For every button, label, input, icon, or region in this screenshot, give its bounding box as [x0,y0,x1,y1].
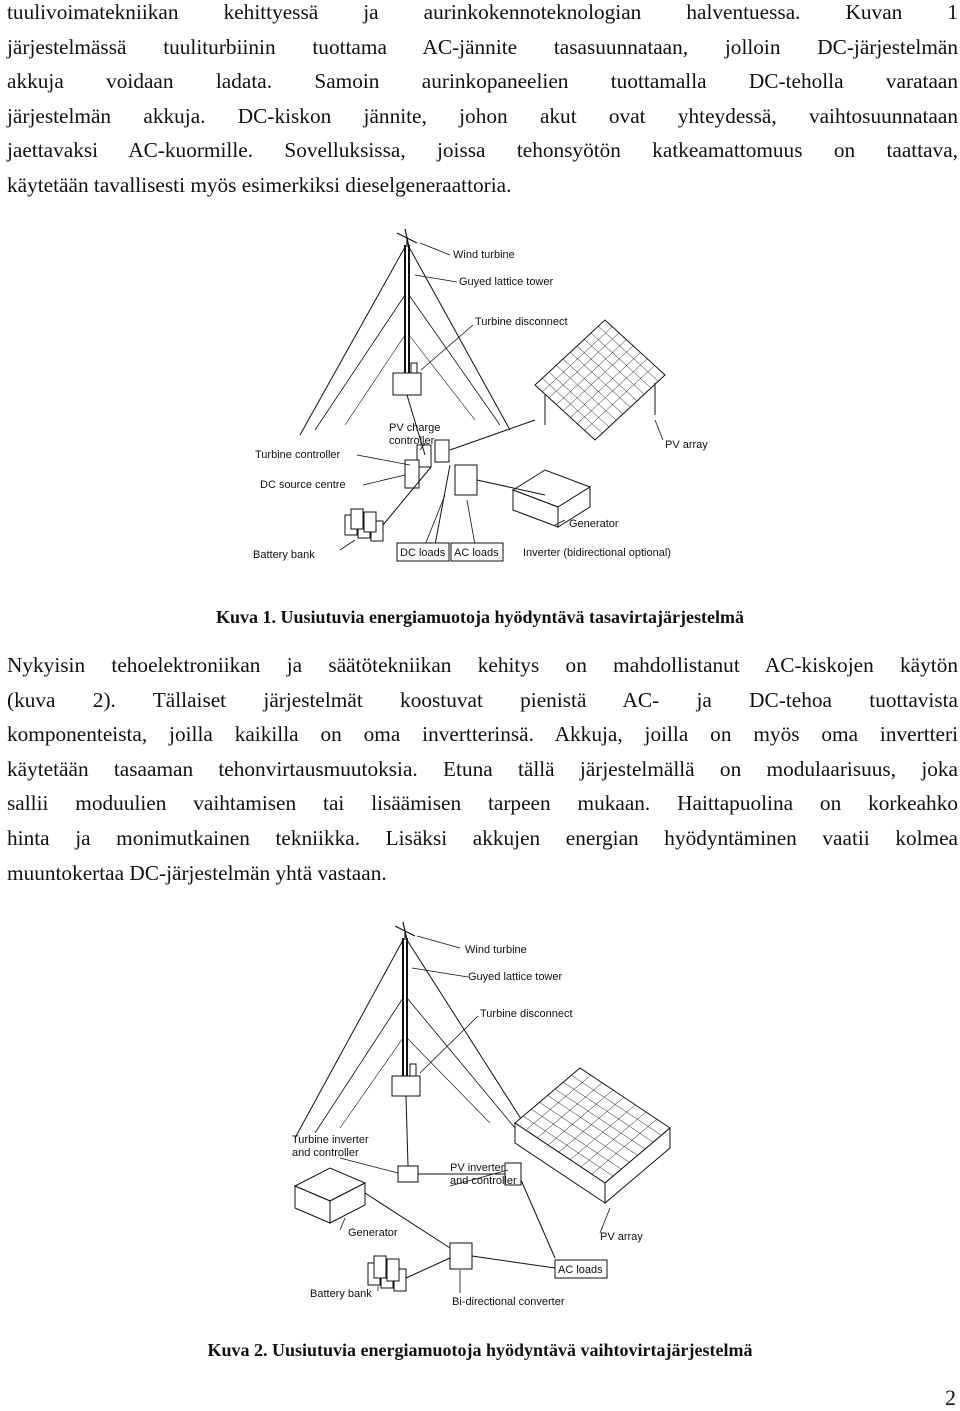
label-turbine-controller: Turbine controller [255,449,341,461]
text-line: hinta ja monimutkainen tekniikka. Lisäksi akkujen energian hyödyntäminen vaatii kolmea [7,825,958,850]
text-line: muuntokertaa DC-järjestelmän yhtä vastaan. [7,860,387,885]
text-line: (kuva 2). Tällaiset järjestelmät koostuvat pienistä AC- ja DC-tehoa tuottavista [7,687,958,712]
label-dc-loads: DC loads [400,547,446,559]
paragraph-ac-systems [7,648,958,890]
label-tower: Guyed lattice tower [459,276,554,288]
pv-array-icon [515,1068,670,1203]
label-pv-charge-controller: controller [389,435,435,447]
label-generator: Generator [569,518,619,530]
wind-turbine-icon [395,922,415,940]
text-line: jaettavaksi AC-kuormille. Sovelluksissa, joissa tehonsyötön katkeamattomuus on taattava, [7,138,958,163]
label-inverter: Inverter (bidirectional optional) [523,547,671,559]
text-line: tuulivoimatekniikan kehittyessä ja aurinkokennoteknologian halventuessa. Kuvan 1 [7,0,958,24]
label-wind-turbine: Wind turbine [465,944,527,956]
text-line: järjestelmän akkuja. DC-kiskon jännite, johon akut ovat yhteydessä, vaihtosuunnataan [7,103,958,128]
figure-1-caption: Kuva 1. Uusiutuvia energiamuotoja hyödyntävä tasavirtajärjestelmä [216,607,744,627]
generator-icon [295,1168,365,1223]
label-turbine-disconnect: Turbine disconnect [475,316,568,328]
wind-turbine-icon [397,229,417,247]
text-line: käytetään tasaaman tehonvirtausmuutoksia. Etuna tällä järjestelmällä on modulaarisuus, joka [7,756,958,781]
label-pv-array: PV array [665,439,708,451]
label-dc-source-centre: DC source centre [260,479,346,491]
text-line: järjestelmässä tuuliturbiinin tuottama AC-jännite tasasuunnataan, jolloin DC-järjestelmän [7,34,958,59]
figure-dc-system-diagram [245,225,715,575]
label-battery-bank: Battery bank [310,1288,372,1300]
pv-array-icon [535,320,665,440]
turbine-disconnect-icon [393,363,421,395]
text-line: sallii moduulien vaihtamisen tai lisäämisen tarpeen mukaan. Haittapuolina on korkeahko [7,791,958,816]
page-number: 2 [945,1385,956,1410]
battery-bank-icon [368,1256,406,1291]
figure-ac-system-diagram [280,918,700,1318]
label-wind-turbine: Wind turbine [453,249,515,261]
label-generator: Generator [348,1227,398,1239]
label-converter: Bi-directional converter [452,1296,565,1308]
paragraph-intro [7,0,958,203]
label-ac-loads: AC loads [454,547,499,559]
label-pv-charge: PV charge [389,422,441,434]
figure-2-caption: Kuva 2. Uusiutuvia energiamuotoja hyödyntävä vaihtovirtajärjestelmä [207,1340,753,1360]
text-line: komponenteista, joilla kaikilla on oma invertterinsä. Akkuja, joilla on myös oma invertteri [7,722,958,747]
controller-cabinets-icon [405,440,477,495]
text-line: akkuja voidaan ladata. Samoin aurinkopaneelien tuottamalla DC-teholla varataan [7,69,958,94]
text-line: Nykyisin tehoelektroniikan ja säätötekniikan kehitys on mahdollistanut AC-kiskojen käytön [7,653,958,677]
label-pv-array: PV array [600,1231,643,1243]
label-ac-loads: AC loads [558,1264,603,1276]
lattice-tower-icon [300,245,510,435]
label-turbine-inverter-controller: and controller [292,1147,359,1159]
label-turbine-inverter: Turbine inverter [292,1134,369,1146]
label-pv-inverter: PV inverter [450,1162,505,1174]
battery-bank-icon [345,509,383,541]
label-turbine-disconnect: Turbine disconnect [480,1008,573,1020]
label-tower: Guyed lattice tower [468,971,563,983]
text-line: käytetään tavallisesti myös esimerkiksi dieselgeneraattoria. [7,172,512,197]
label-battery-bank: Battery bank [253,549,315,561]
label-pv-inverter-controller: and controller [450,1175,517,1187]
